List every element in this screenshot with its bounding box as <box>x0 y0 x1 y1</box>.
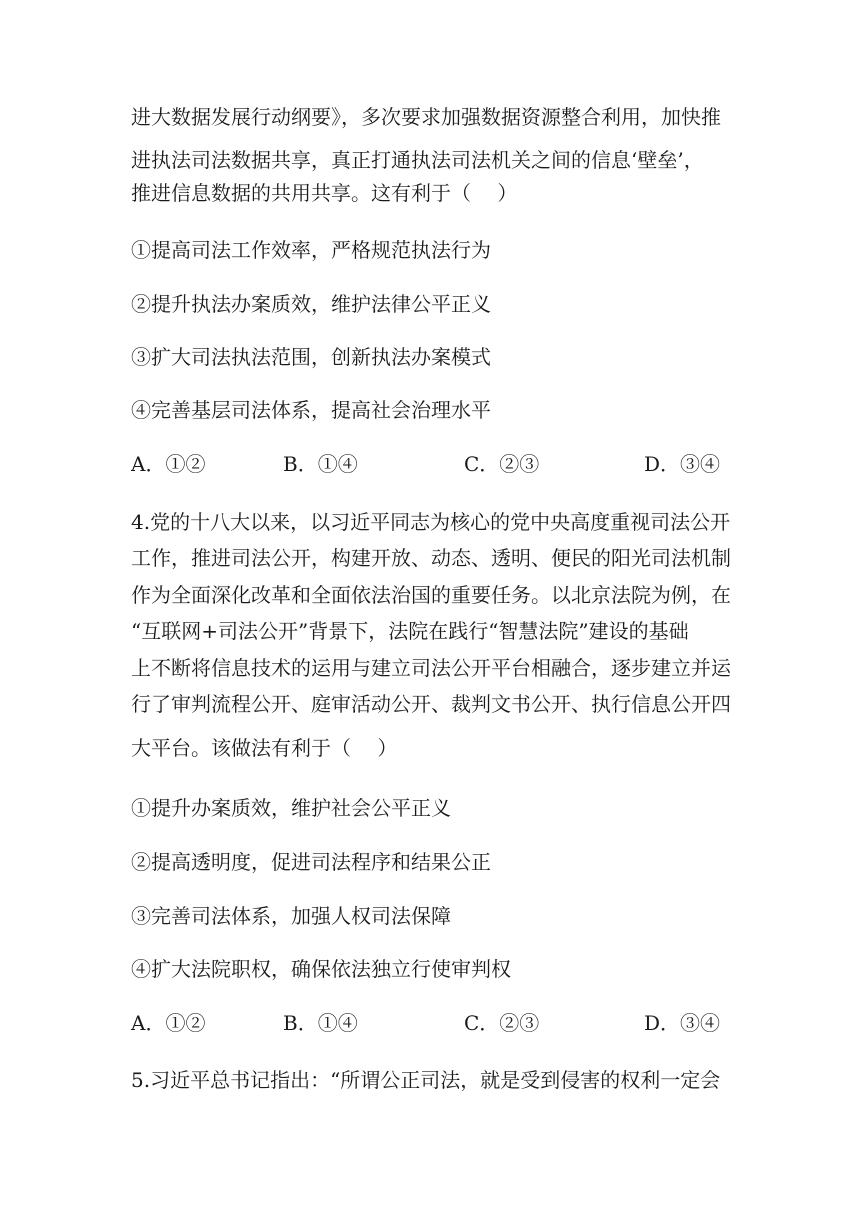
q3-stem-line-3: 推进信息数据的共用共享。这有利于（ ） <box>131 181 518 205</box>
q4-stem-line-6: 行了审判流程公开、庭审活动公开、裁判文书公开、执行信息公开四 <box>131 692 731 716</box>
q3-statement-2: ②提升执法办案质效，维护法律公平正义 <box>131 292 491 316</box>
q4-stem-line-7: 大平台。该做法有利于（ ） <box>131 736 398 760</box>
q4-statement-1: ①提升办案质效，维护社会公平正义 <box>131 796 451 820</box>
q3-option-c[interactable]: C．②③ <box>464 452 540 476</box>
q4-statement-2: ②提高透明度，促进司法程序和结果公正 <box>131 850 491 874</box>
q4-option-a[interactable]: A．①② <box>131 1011 206 1035</box>
q3-statement-3: ③扩大司法执法范围，创新执法办案模式 <box>131 345 491 369</box>
q3-option-b[interactable]: B．①④ <box>283 452 358 476</box>
q4-stem-line-4: “互联网+司法公开”背景下，法院在践行“智慧法院”建设的基础 <box>131 619 689 643</box>
q4-stem-line-5: 上不断将信息技术的运用与建立司法公开平台相融合，逐步建立并运 <box>131 656 731 680</box>
q3-stem-line-2: 进执法司法数据共享，真正打通执法司法机关之间的信息‘壁垒’， <box>131 148 704 172</box>
q3-statement-1: ①提高司法工作效率，严格规范执法行为 <box>131 238 491 262</box>
q4-option-d[interactable]: D．③④ <box>644 1011 721 1035</box>
q4-statement-4: ④扩大法院职权，确保依法独立行使审判权 <box>131 957 511 981</box>
q4-stem-line-2: 工作，推进司法公开，构建开放、动态、透明、便民的阳光司法机制 <box>131 546 731 570</box>
q3-stem-line-1: 进大数据发展行动纲要》，多次要求加强数据资源整合利用，加快推 <box>131 105 721 129</box>
q4-option-c[interactable]: C．②③ <box>464 1011 540 1035</box>
q4-stem-line-1: 4.党的十八大以来，以习近平同志为核心的党中央高度重视司法公开 <box>131 510 731 534</box>
q3-option-a[interactable]: A．①② <box>131 452 206 476</box>
q3-option-d[interactable]: D．③④ <box>644 452 721 476</box>
q4-statement-3: ③完善司法体系，加强人权司法保障 <box>131 904 451 928</box>
q3-statement-4: ④完善基层司法体系，提高社会治理水平 <box>131 398 491 422</box>
q4-stem-line-3: 作为全面深化改革和全面依法治国的重要任务。以北京法院为例，在 <box>131 583 731 607</box>
q4-option-b[interactable]: B．①④ <box>283 1011 358 1035</box>
q3-answer-options <box>131 452 731 476</box>
q4-answer-options <box>131 1011 731 1035</box>
q5-stem-line-1: 5.习近平总书记指出：“所谓公正司法，就是受到侵害的权利一定会 <box>131 1068 721 1092</box>
